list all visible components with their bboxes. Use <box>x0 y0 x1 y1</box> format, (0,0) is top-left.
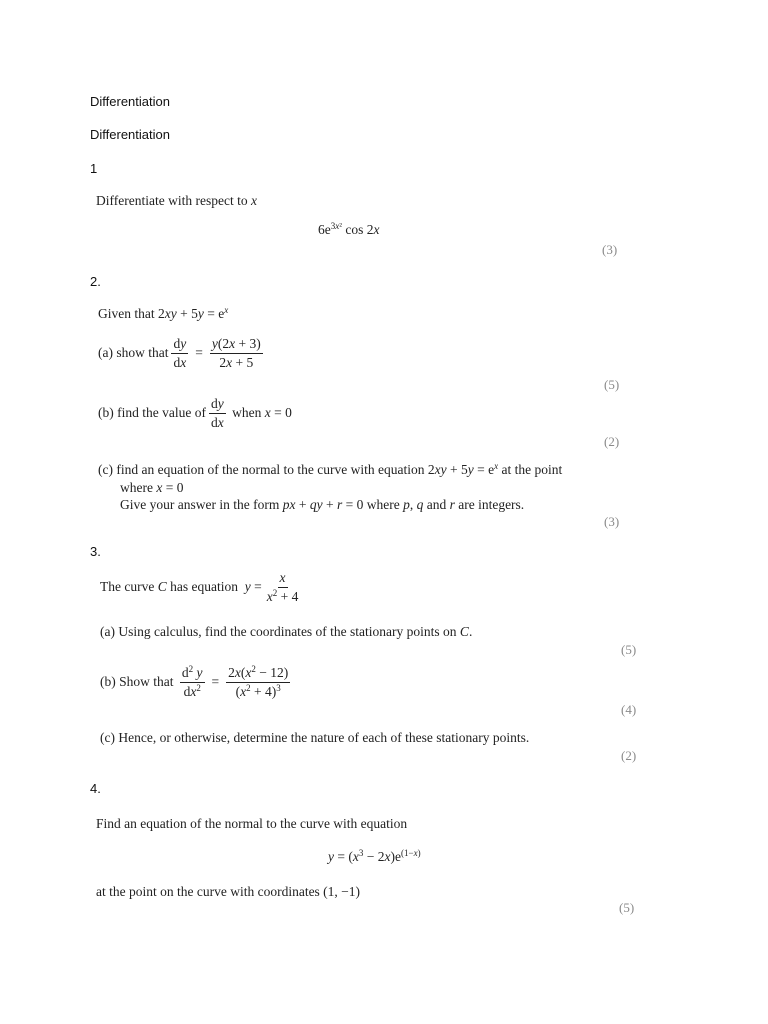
q2a-result-fraction: $\frac{y(2x + 3)}{2x + 5}$ <box>211 336 261 370</box>
q3-intro: The curve C has equation y = $\frac{x}{x^2 + 4}$ <box>100 570 299 604</box>
q3c-marks: (2) <box>621 748 637 763</box>
q3b-statement: (b) Show that $\frac{d^2 y}{dx^2}$ = $\frac{2x(x^2 - 12)}{(x^2 + 4)^3}$ <box>100 664 289 699</box>
q4-point: at the point on the curve with coordinates (1, −1) <box>96 884 361 899</box>
q4-number: 4. <box>90 781 101 796</box>
q3b-marks: (4) <box>621 702 637 717</box>
q4-marks: (5) <box>619 900 635 915</box>
q2c-line3: Give your answer in the form px + qy + r = 0 where p, q and r are integers. <box>120 497 525 512</box>
document-title: Differentiation <box>90 94 170 109</box>
q2b-statement: (b) find the value of $\frac{dy}{dx}$ when x = 0 <box>98 396 292 430</box>
q2c-marks: (3) <box>604 514 620 529</box>
q3c-statement: (c) Hence, or otherwise, determine the nature of each of these stationary points. <box>100 730 530 745</box>
q3b-result-fraction: $\frac{2x(x^2 - 12)}{(x^2 + 4)^3}$ <box>228 664 289 699</box>
q1-number: 1 <box>90 161 98 176</box>
q3-number: 3. <box>90 544 101 559</box>
q2b-marks: (2) <box>604 434 620 449</box>
q3a-marks: (5) <box>621 642 637 657</box>
q4-prompt: Find an equation of the normal to the curve with equation <box>96 816 408 831</box>
q1-prompt: Differentiate with respect to x <box>96 193 257 208</box>
q3a-statement: (a) Using calculus, find the coordinates of the stationary points on C. <box>100 624 473 639</box>
second-derivative-fraction: $\frac{d^2 y}{dx^2}$ <box>181 664 203 699</box>
dy-dx-fraction: $\frac{dy}{dx}$ <box>210 396 224 430</box>
document-subtitle: Differentiation <box>90 127 170 142</box>
q2a-statement: (a) show that $\frac{dy}{dx}$ = $\frac{y(2x + 3)}{2x + 5}$ <box>98 336 261 370</box>
q3-curve-fraction: $\frac{x}{x^2 + 4}$ <box>266 570 299 604</box>
q2c-line1: (c) find an equation of the normal to the curve with equation $2xy + 5y = e^x$ at the point <box>98 461 563 477</box>
q1-expression: $6e^{3x^2}$ cos 2x <box>318 221 380 237</box>
q2c-line2: where x = 0 <box>120 480 184 495</box>
q2-number: 2. <box>90 274 101 289</box>
q4-equation: $y = (x^3 - 2x)e^{(1-x)}$ <box>328 848 421 864</box>
q2a-marks: (5) <box>604 377 620 392</box>
q2-given: Given that $2xy + 5y = e^x$ <box>98 305 229 321</box>
q1-marks: (3) <box>602 242 618 257</box>
dy-dx-fraction: $\frac{dy}{dx}$ <box>173 336 187 370</box>
